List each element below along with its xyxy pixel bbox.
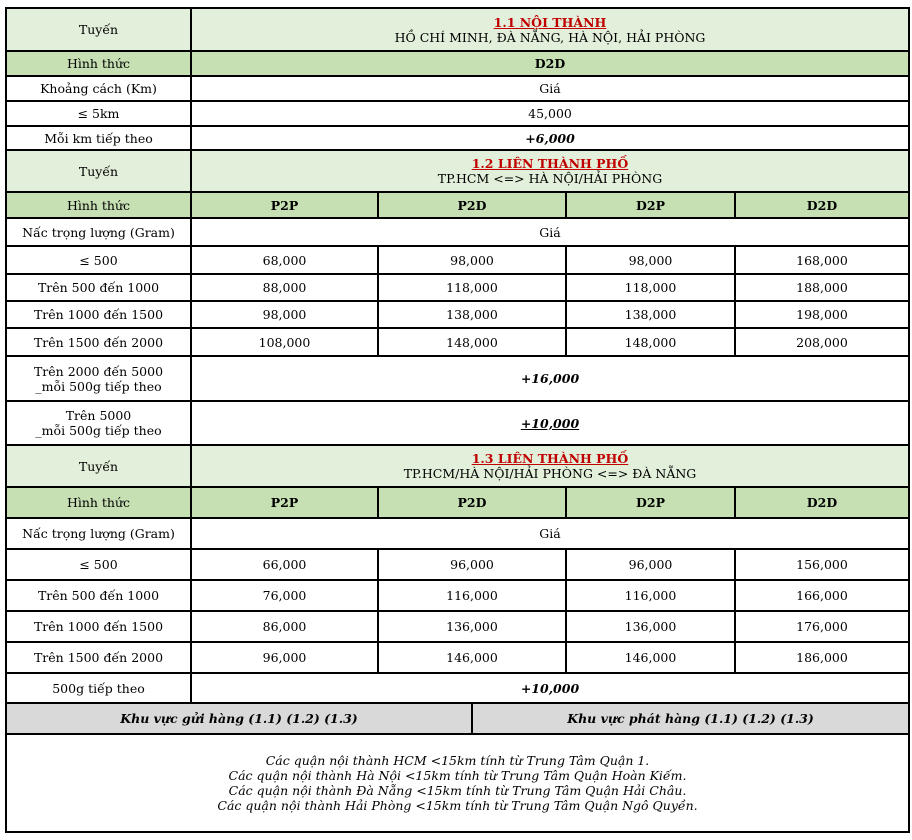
table-row	[6, 301, 909, 328]
route-label: Tuyến	[6, 150, 191, 192]
row-label: Trên 1500 đến 2000	[6, 642, 191, 673]
row-label: Trên 500 đến 1000	[6, 580, 191, 611]
section-title: 1.3 LIÊN THÀNH PHỐ	[471, 451, 629, 466]
price-cell: 198,000	[735, 301, 909, 328]
row-value: +6,000	[191, 126, 909, 150]
method-p2d: P2D	[378, 192, 566, 218]
section-title: 1.1 NỘI THÀNH	[493, 14, 607, 30]
route-label: Tuyến	[6, 8, 191, 51]
section3-route-row	[6, 445, 909, 487]
section3-weight-header	[6, 518, 909, 549]
table-row	[6, 274, 909, 301]
price-cell: 208,000	[735, 328, 909, 356]
row-label	[6, 401, 191, 445]
route-header	[191, 150, 909, 192]
route-header	[191, 445, 909, 487]
method-p2p: P2P	[191, 192, 378, 218]
row-label: ≤ 500	[6, 246, 191, 274]
row-label	[6, 356, 191, 401]
price-cell: 66,000	[191, 549, 378, 580]
table-row	[6, 401, 909, 445]
row-value: +10,000	[191, 401, 909, 445]
row-label-line1: Trên 5000	[65, 408, 132, 423]
section-subtitle: TP.HCM <=> HÀ NỘI/HẢI PHÒNG	[437, 171, 663, 186]
method-d2p: D2P	[566, 487, 735, 518]
method-label: Hình thức	[6, 487, 191, 518]
price-cell: 98,000	[378, 246, 566, 274]
price-cell: 138,000	[378, 301, 566, 328]
row-label-line2: _mỗi 500g tiếp theo	[35, 423, 162, 438]
row-label-line2: _mỗi 500g tiếp theo	[35, 378, 162, 394]
row-label: Trên 500 đến 1000	[6, 274, 191, 301]
footer-area-row	[6, 703, 909, 734]
row-value: +16,000	[191, 356, 909, 401]
route-label: Tuyến	[6, 445, 191, 487]
row-label: Mỗi km tiếp theo	[6, 126, 191, 150]
price-cell: 118,000	[566, 274, 735, 301]
price-cell: 76,000	[191, 580, 378, 611]
row-label: 500g tiếp theo	[6, 673, 191, 703]
note-line: Các quận nội thành Đà Nẵng <15km tính từ Trung Tâm Quận Hải Châu.	[228, 783, 687, 798]
distance-label: Khoảng cách (Km)	[6, 76, 191, 101]
shipping-price-table	[5, 7, 910, 833]
price-label: Giá	[191, 76, 909, 101]
route-header	[191, 8, 909, 51]
table-row	[6, 549, 909, 580]
section1-method-row	[6, 51, 909, 76]
price-cell: 136,000	[378, 611, 566, 642]
table-row	[6, 673, 909, 703]
price-cell: 116,000	[378, 580, 566, 611]
row-label: ≤ 500	[6, 549, 191, 580]
price-cell: 86,000	[191, 611, 378, 642]
method-label: Hình thức	[6, 51, 191, 76]
section-subtitle: HỒ CHÍ MINH, ĐÀ NẴNG, HÀ NỘI, HẢI PHÒNG	[394, 29, 706, 45]
price-cell: 138,000	[566, 301, 735, 328]
send-area-label: Khu vực gửi hàng (1.1) (1.2) (1.3)	[6, 703, 472, 734]
note-line: Các quận nội thành HCM <15km tính từ Trung Tâm Quận 1.	[265, 753, 650, 768]
price-cell: 96,000	[191, 642, 378, 673]
price-cell: 148,000	[378, 328, 566, 356]
section2-method-row	[6, 192, 909, 218]
section1-route-row	[6, 8, 909, 51]
price-cell: 98,000	[191, 301, 378, 328]
price-cell: 146,000	[566, 642, 735, 673]
footer-notes	[6, 734, 909, 832]
method-d2d: D2D	[735, 192, 909, 218]
price-cell: 186,000	[735, 642, 909, 673]
price-cell: 156,000	[735, 549, 909, 580]
section2-weight-header	[6, 218, 909, 246]
row-label: Trên 1000 đến 1500	[6, 611, 191, 642]
method-d2p: D2P	[566, 192, 735, 218]
price-cell: 116,000	[566, 580, 735, 611]
price-cell: 108,000	[191, 328, 378, 356]
table-row	[6, 642, 909, 673]
weight-label: Nấc trọng lượng (Gram)	[6, 218, 191, 246]
method-value: D2D	[191, 51, 909, 76]
table-row	[6, 356, 909, 401]
table-row	[6, 101, 909, 126]
table-row	[6, 246, 909, 274]
price-label: Giá	[191, 518, 909, 549]
price-cell: 88,000	[191, 274, 378, 301]
footer-notes-row	[6, 734, 909, 832]
price-cell: 146,000	[378, 642, 566, 673]
price-label: Giá	[191, 218, 909, 246]
section1-distance-header	[6, 76, 909, 101]
row-label: Trên 1000 đến 1500	[6, 301, 191, 328]
section2-route-row	[6, 150, 909, 192]
table-row	[6, 580, 909, 611]
method-label: Hình thức	[6, 192, 191, 218]
price-cell: 136,000	[566, 611, 735, 642]
section-title: 1.2 LIÊN THÀNH PHỐ	[471, 156, 629, 171]
price-cell: 188,000	[735, 274, 909, 301]
section-subtitle: TP.HCM/HÀ NỘI/HẢI PHÒNG <=> ĐÀ NẴNG	[403, 466, 697, 481]
method-d2d: D2D	[735, 487, 909, 518]
price-cell: 176,000	[735, 611, 909, 642]
weight-label: Nấc trọng lượng (Gram)	[6, 518, 191, 549]
price-cell: 168,000	[735, 246, 909, 274]
table-row	[6, 126, 909, 150]
price-cell: 166,000	[735, 580, 909, 611]
method-p2d: P2D	[378, 487, 566, 518]
row-label: ≤ 5km	[6, 101, 191, 126]
price-cell: 98,000	[566, 246, 735, 274]
delivery-area-label: Khu vực phát hàng (1.1) (1.2) (1.3)	[472, 703, 909, 734]
section3-method-row	[6, 487, 909, 518]
price-cell: 118,000	[378, 274, 566, 301]
method-p2p: P2P	[191, 487, 378, 518]
row-value: 45,000	[191, 101, 909, 126]
row-value: +10,000	[191, 673, 909, 703]
row-label-line1: Trên 2000 đến 5000	[33, 363, 164, 379]
price-cell: 96,000	[566, 549, 735, 580]
row-label: Trên 1500 đến 2000	[6, 328, 191, 356]
table-row	[6, 328, 909, 356]
price-cell: 96,000	[378, 549, 566, 580]
note-line: Các quận nội thành Hà Nội <15km tính từ Trung Tâm Quận Hoàn Kiếm.	[228, 768, 687, 783]
note-line: Các quận nội thành Hải Phòng <15km tính từ Trung Tâm Quận Ngô Quyền.	[217, 798, 698, 813]
price-cell: 68,000	[191, 246, 378, 274]
price-cell: 148,000	[566, 328, 735, 356]
table-row	[6, 611, 909, 642]
